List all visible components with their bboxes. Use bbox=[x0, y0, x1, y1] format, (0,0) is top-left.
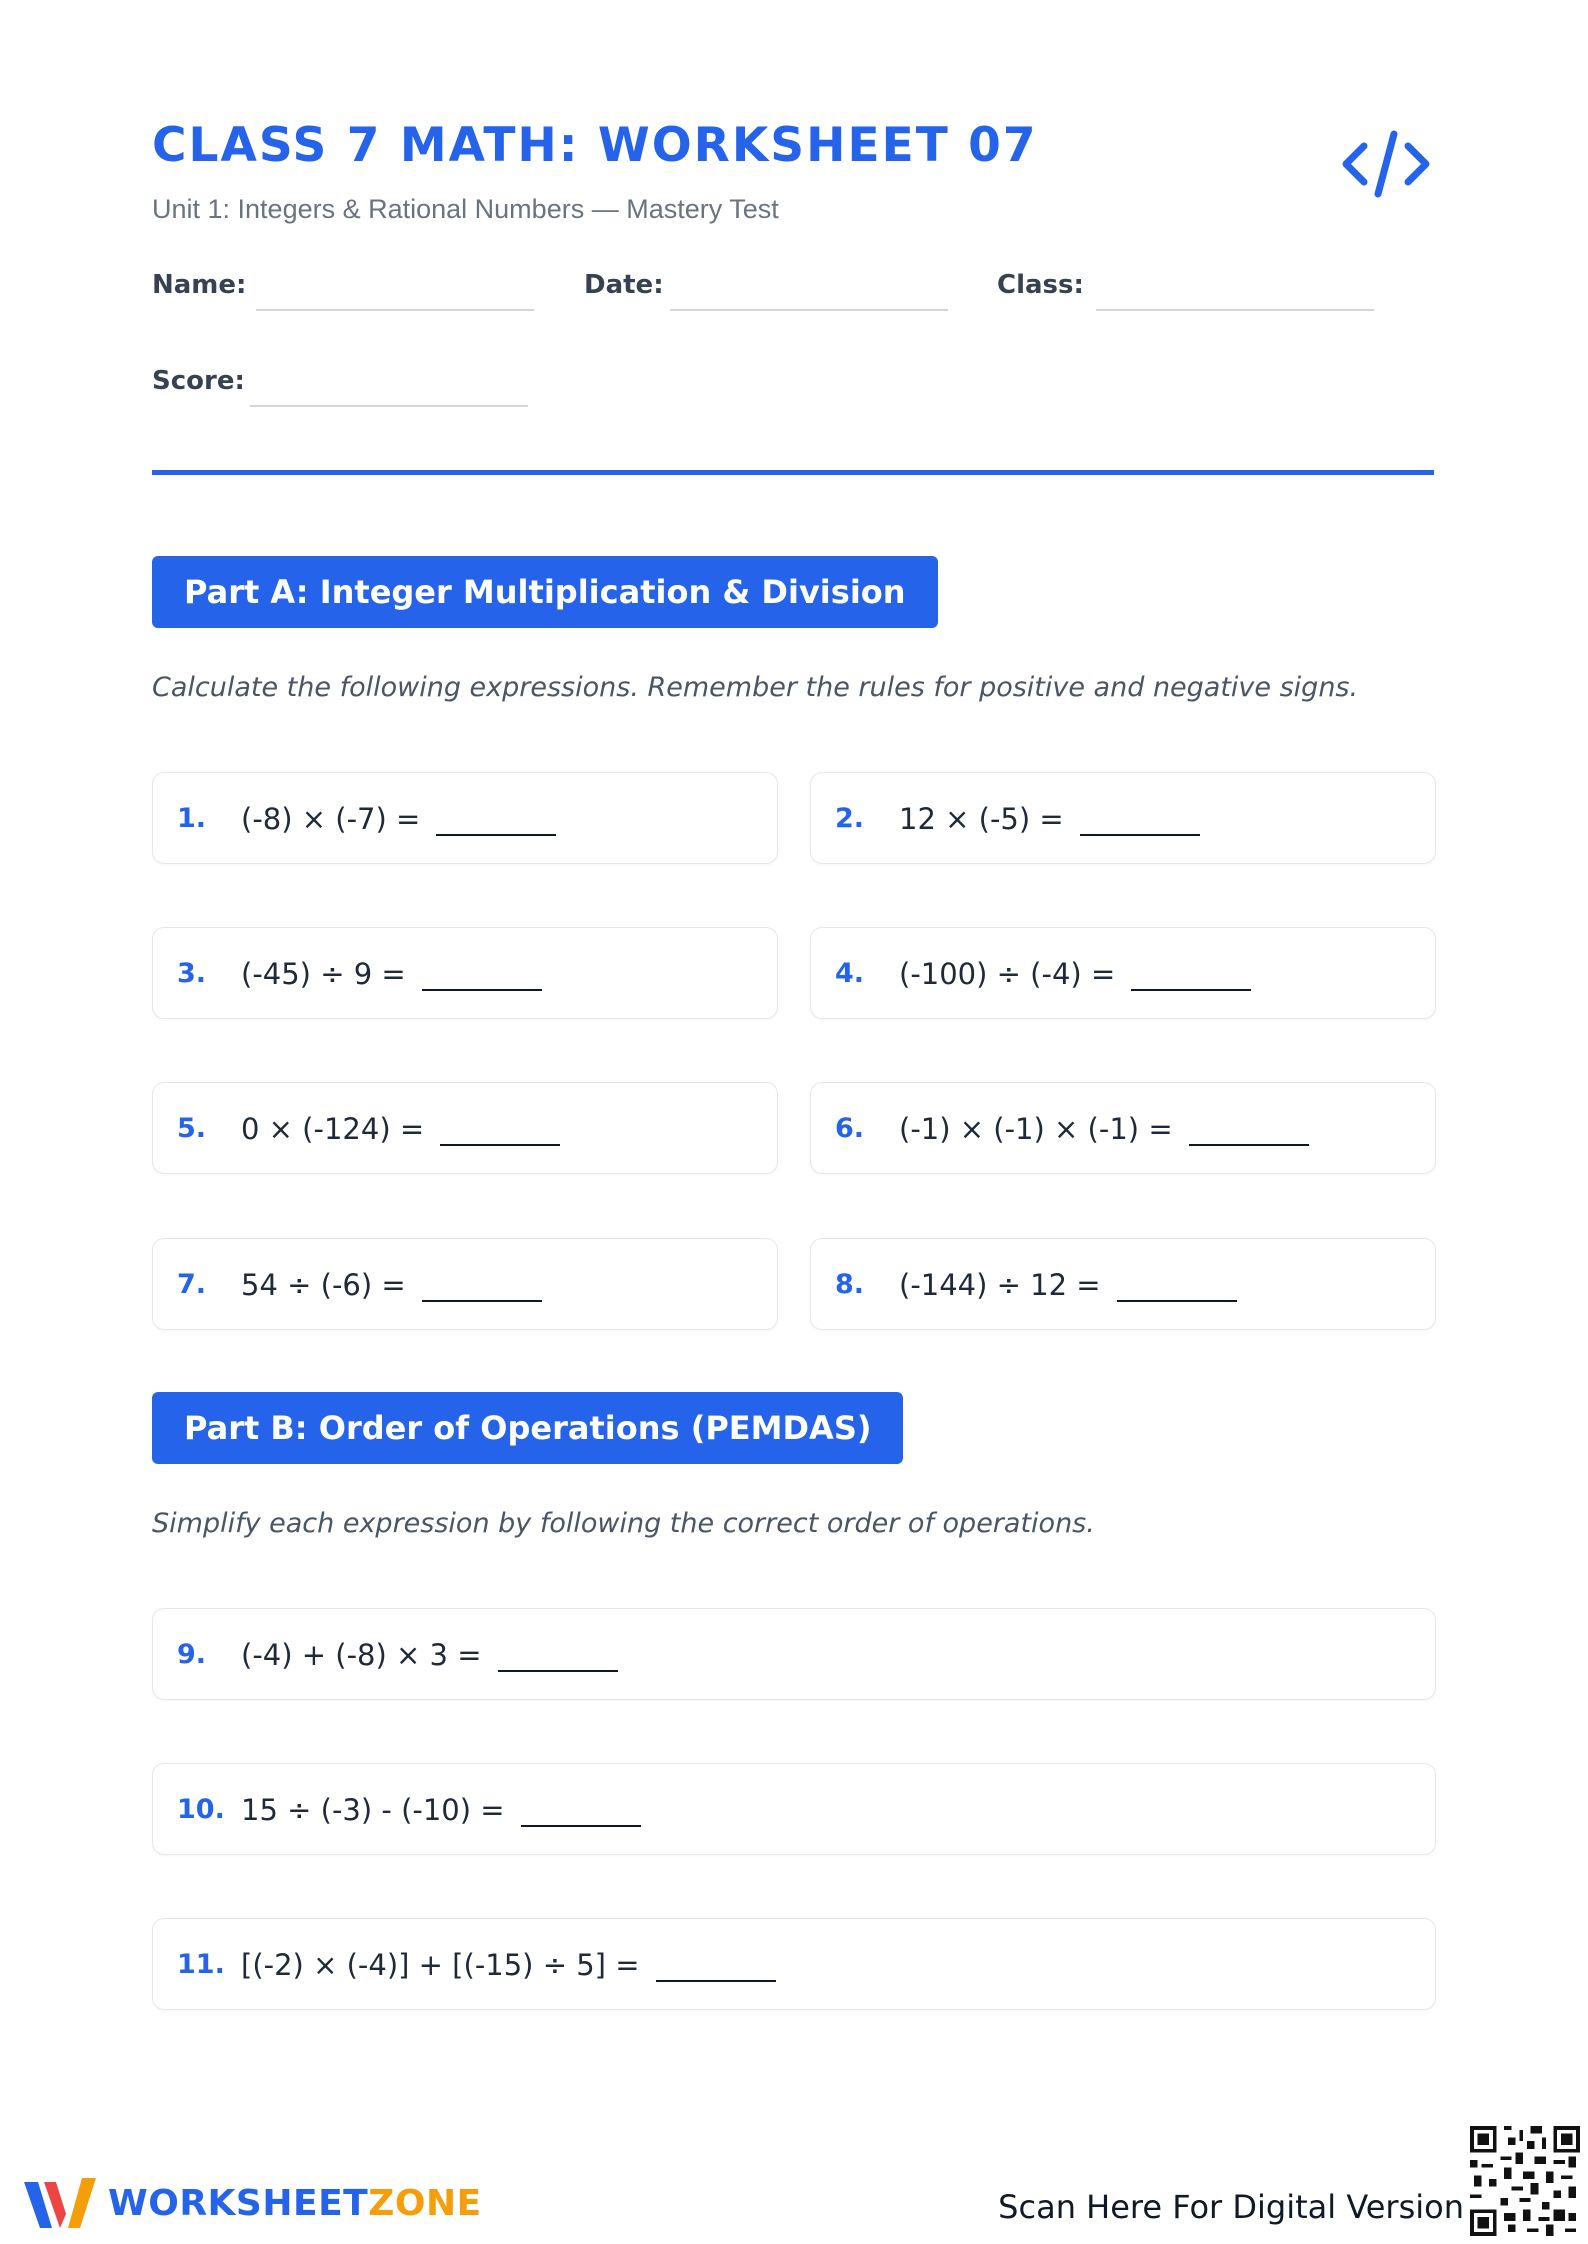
class-input-line[interactable] bbox=[1096, 309, 1374, 311]
answer-blank[interactable] bbox=[498, 1670, 618, 1672]
part-b-header: Part B: Order of Operations (PEMDAS) bbox=[152, 1392, 903, 1464]
problem-card-11 bbox=[152, 1918, 1436, 2010]
problem-expression: (-100) ÷ (-4) = bbox=[899, 957, 1116, 991]
w-logo-icon bbox=[22, 2174, 100, 2232]
score-label: Score: bbox=[152, 366, 245, 396]
problem-number: 5. bbox=[177, 1113, 207, 1144]
brand-name-part1: WORKSHEET bbox=[108, 2182, 369, 2224]
answer-blank[interactable] bbox=[1131, 989, 1251, 991]
problem-card-5 bbox=[152, 1082, 778, 1174]
problem-card-2 bbox=[810, 772, 1436, 864]
code-icon bbox=[1338, 128, 1434, 200]
answer-blank[interactable] bbox=[436, 834, 556, 836]
worksheet-title: CLASS 7 MATH: WORKSHEET 07 bbox=[152, 118, 1038, 173]
qr-code-icon[interactable] bbox=[1470, 2126, 1580, 2236]
answer-blank[interactable] bbox=[1189, 1144, 1309, 1146]
problem-expression: (-4) + (-8) × 3 = bbox=[241, 1638, 482, 1672]
answer-blank[interactable] bbox=[440, 1144, 560, 1146]
problem-number: 7. bbox=[177, 1269, 207, 1300]
answer-blank[interactable] bbox=[1117, 1300, 1237, 1302]
answer-blank[interactable] bbox=[1080, 834, 1200, 836]
problem-expression: 15 ÷ (-3) - (-10) = bbox=[241, 1793, 505, 1827]
problem-number: 3. bbox=[177, 958, 207, 989]
answer-blank[interactable] bbox=[422, 989, 542, 991]
problem-number: 2. bbox=[835, 803, 865, 834]
problem-expression: 12 × (-5) = bbox=[899, 802, 1064, 836]
score-input-line[interactable] bbox=[250, 405, 528, 407]
problem-expression: (-8) × (-7) = bbox=[241, 802, 421, 836]
problem-number: 8. bbox=[835, 1269, 865, 1300]
problem-expression: [(-2) × (-4)] + [(-15) ÷ 5] = bbox=[241, 1948, 640, 1982]
part-b-instructions: Simplify each expression by following the correct order of operations. bbox=[152, 1508, 1095, 1539]
brand-logo bbox=[22, 2174, 482, 2232]
header-divider bbox=[152, 470, 1434, 475]
problem-card-10 bbox=[152, 1763, 1436, 1855]
problem-expression: (-1) × (-1) × (-1) = bbox=[899, 1112, 1173, 1146]
problem-expression: 0 × (-124) = bbox=[241, 1112, 425, 1146]
part-a-instructions: Calculate the following expressions. Remember the rules for positive and negative signs. bbox=[152, 672, 1359, 703]
problem-card-8 bbox=[810, 1238, 1436, 1330]
answer-blank[interactable] bbox=[656, 1980, 776, 1982]
problem-card-9 bbox=[152, 1608, 1436, 1700]
date-input-line[interactable] bbox=[670, 309, 948, 311]
problem-number: 11. bbox=[177, 1949, 225, 1980]
name-input-line[interactable] bbox=[256, 309, 534, 311]
problem-number: 6. bbox=[835, 1113, 865, 1144]
problem-card-6 bbox=[810, 1082, 1436, 1174]
problem-expression: (-45) ÷ 9 = bbox=[241, 957, 406, 991]
part-a-header: Part A: Integer Multiplication & Division bbox=[152, 556, 938, 628]
date-label: Date: bbox=[584, 270, 664, 300]
name-label: Name: bbox=[152, 270, 247, 300]
problem-card-4 bbox=[810, 927, 1436, 1019]
scan-instruction: Scan Here For Digital Version bbox=[998, 2188, 1464, 2226]
brand-name-part2: ZONE bbox=[368, 2182, 482, 2224]
problem-card-1 bbox=[152, 772, 778, 864]
problem-number: 10. bbox=[177, 1794, 225, 1825]
worksheet-subtitle: Unit 1: Integers & Rational Numbers — Mastery Test bbox=[152, 194, 779, 224]
answer-blank[interactable] bbox=[422, 1300, 542, 1302]
problem-expression: (-144) ÷ 12 = bbox=[899, 1268, 1101, 1302]
problem-number: 4. bbox=[835, 958, 865, 989]
problem-expression: 54 ÷ (-6) = bbox=[241, 1268, 406, 1302]
answer-blank[interactable] bbox=[521, 1825, 641, 1827]
class-label: Class: bbox=[997, 270, 1084, 300]
problem-card-7 bbox=[152, 1238, 778, 1330]
problem-number: 1. bbox=[177, 803, 207, 834]
problem-card-3 bbox=[152, 927, 778, 1019]
problem-number: 9. bbox=[177, 1639, 207, 1670]
